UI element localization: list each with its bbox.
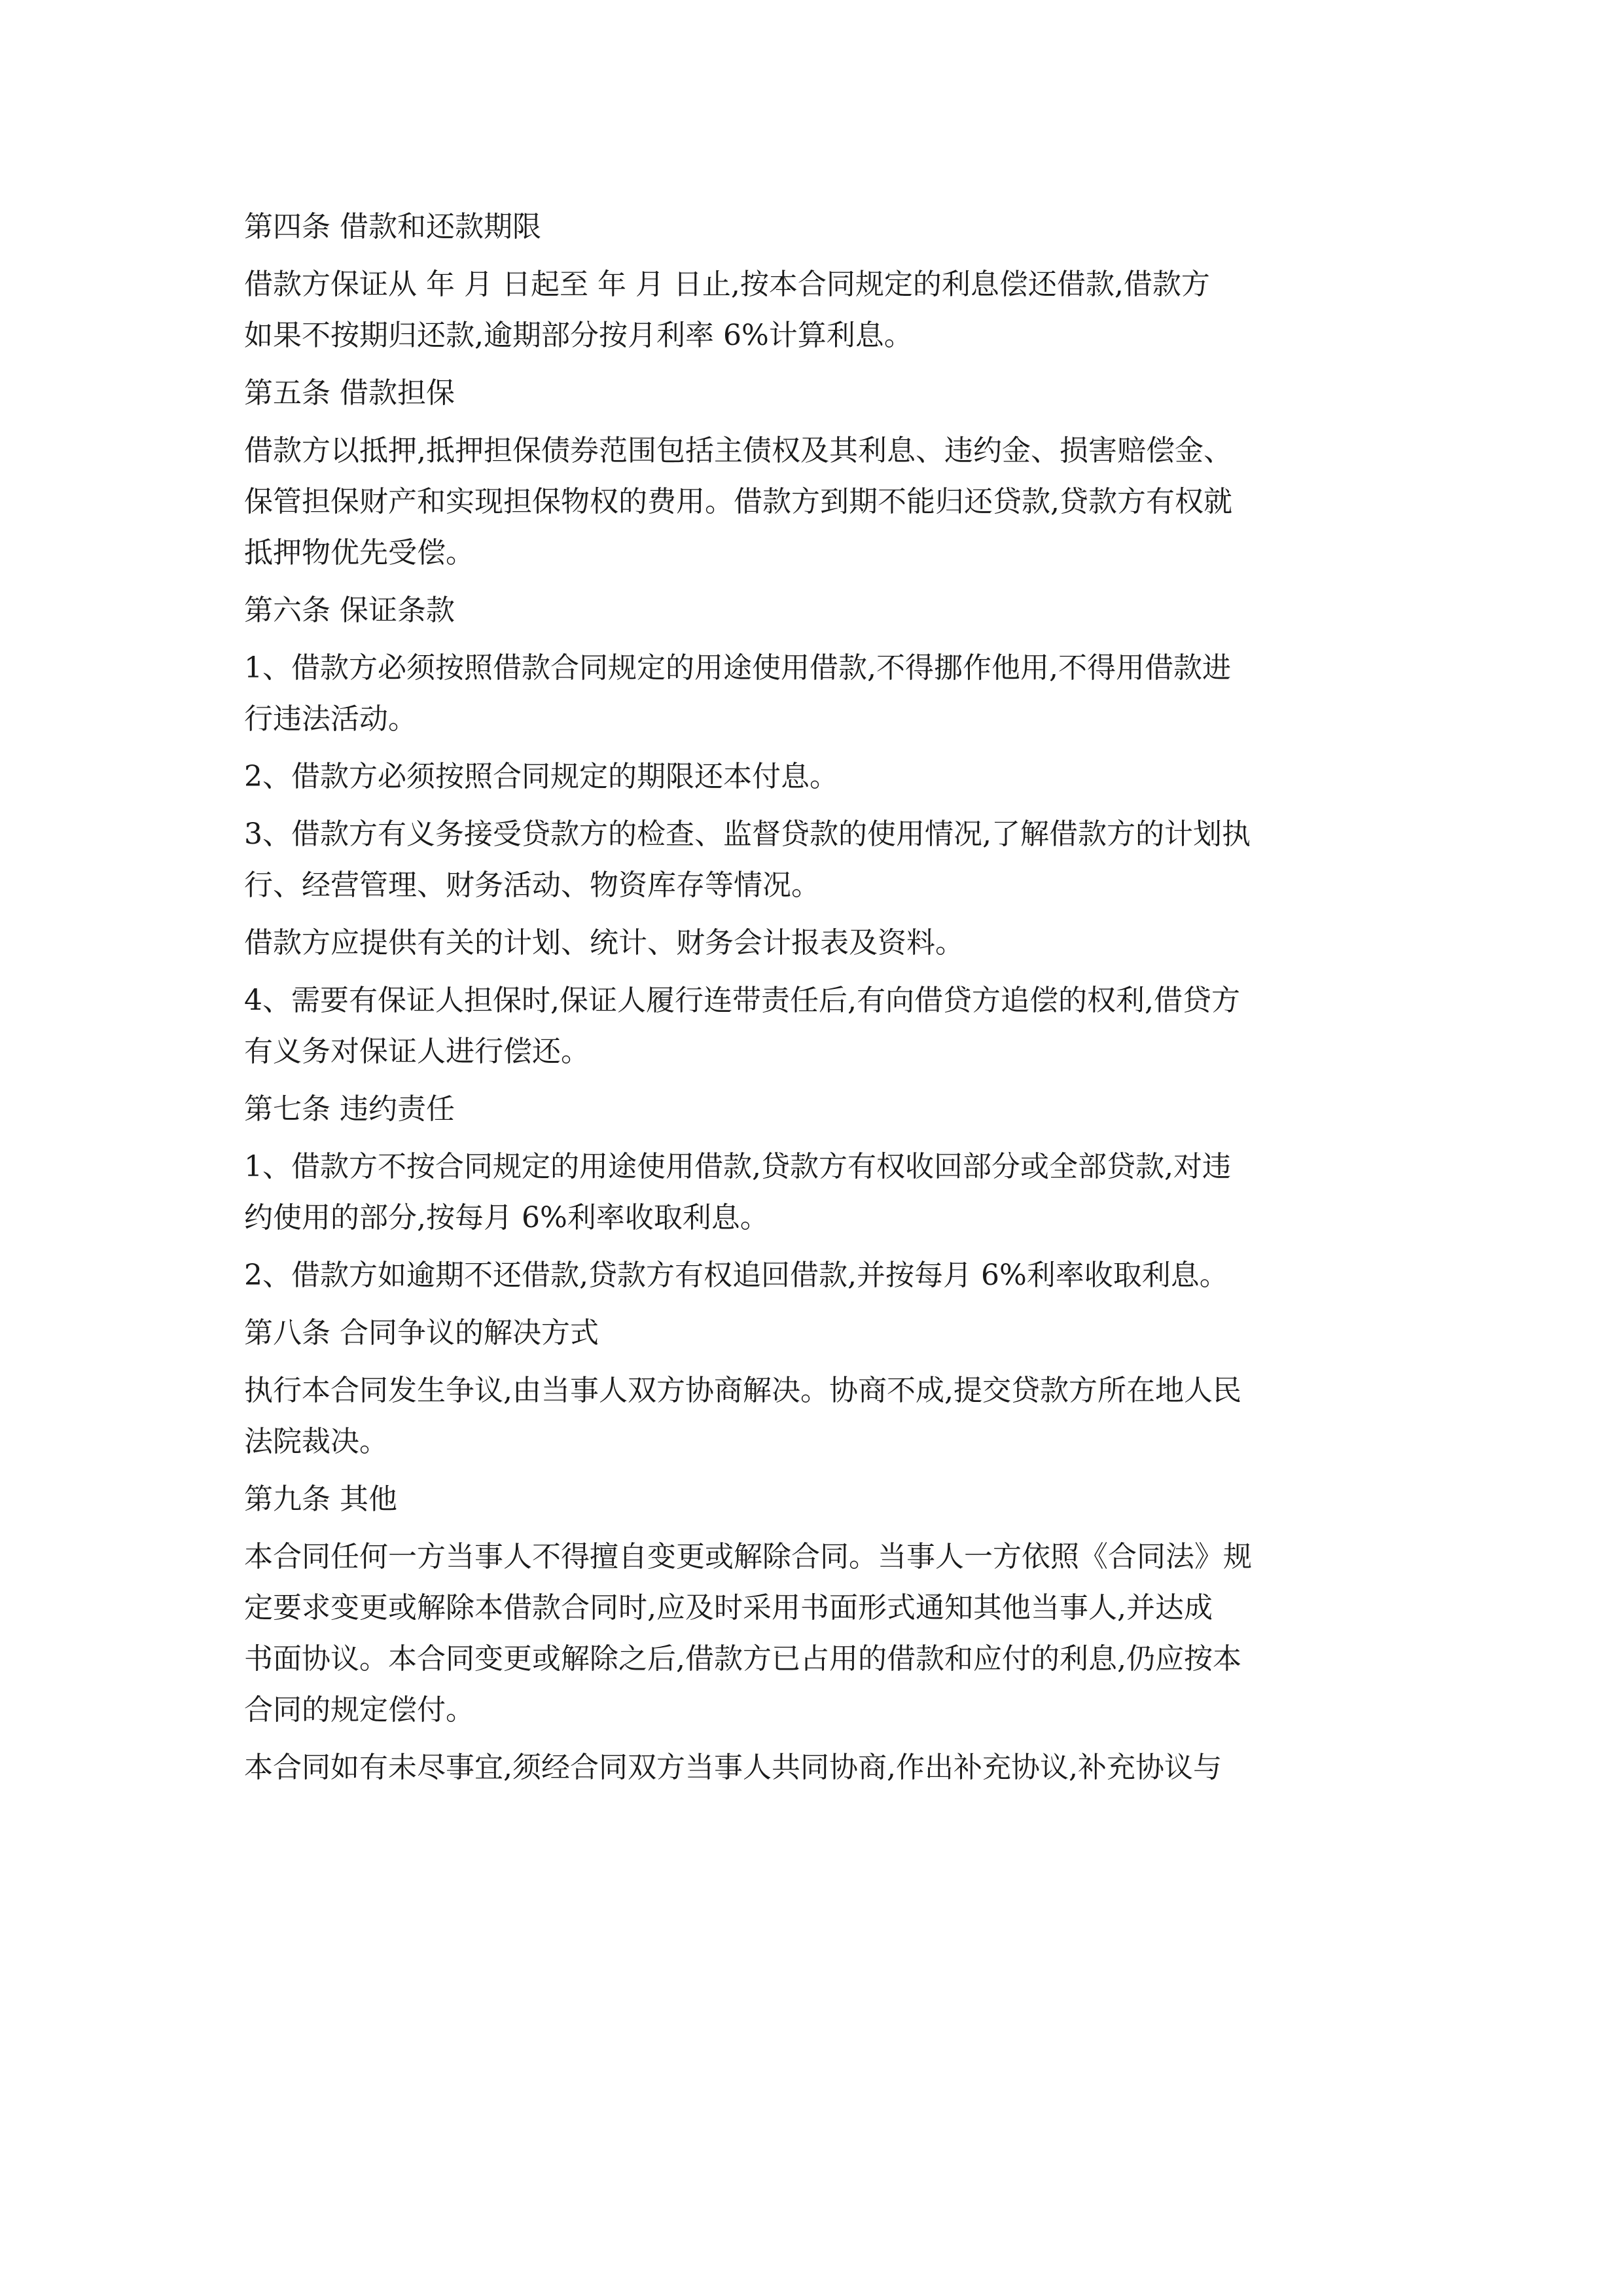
article-5-line: 抵押物优先受偿。	[244, 536, 474, 569]
article-4-line: 借款方保证从 年 月 日起至 年 月 日止,按本合同规定的利息偿还借款,借款方	[244, 268, 1210, 301]
article-9-heading: 第九条 其他	[244, 1482, 397, 1516]
article-9-para-1-line: 本合同任何一方当事人不得擅自变更或解除合同。当事人一方依照《合同法》规	[244, 1540, 1252, 1573]
article-8-line: 法院裁决。	[244, 1425, 388, 1458]
article-6-clause-1-line: 行违法活动。	[244, 702, 417, 736]
article-6-clause-1-line: 1、借款方必须按照借款合同规定的用途使用借款,不得挪作他用,不得用借款进	[244, 651, 1231, 685]
article-5-heading: 第五条 借款担保	[244, 376, 455, 410]
article-6-clause-3-continued	[244, 918, 1383, 969]
article-6-clause-2-line: 2、借款方必须按照合同规定的期限还本付息。	[244, 760, 838, 793]
article-7-clause-1-line: 约使用的部分,按每月 6%利率收取利息。	[244, 1201, 769, 1234]
article-5-line: 保管担保财产和实现担保物权的费用。借款方到期不能归还贷款,贷款方有权就	[244, 485, 1232, 518]
article-5-paragraph	[244, 425, 1383, 579]
article-6-clause-2	[244, 751, 1383, 802]
article-6-heading: 第六条 保证条款	[244, 594, 455, 627]
article-4-line: 如果不按期归还款,逾期部分按月利率 6%计算利息。	[244, 319, 913, 352]
article-9-paragraph-2	[244, 1742, 1383, 1793]
article-7-clause-1	[244, 1141, 1383, 1244]
article-9-para-1-line: 定要求变更或解除本借款合同时,应及时采用书面形式通知其他当事人,并达成	[244, 1591, 1213, 1624]
article-9-paragraph-1	[244, 1532, 1383, 1736]
article-5-line: 借款方以抵押,抵押担保债券范围包括主债权及其利息、违约金、损害赔偿金、	[244, 434, 1232, 467]
article-4-heading: 第四条 借款和还款期限	[244, 210, 541, 243]
article-8-heading: 第八条 合同争议的解决方式	[244, 1316, 599, 1350]
article-6-clause-3-line: 3、借款方有义务接受贷款方的检查、监督贷款的使用情况,了解借款方的计划执	[244, 817, 1251, 851]
article-4-paragraph	[244, 259, 1383, 361]
article-6-clause-4	[244, 975, 1383, 1077]
article-6-clause-1	[244, 643, 1383, 745]
article-6-clause-4-line: 有义务对保证人进行偿还。	[244, 1035, 590, 1068]
article-7-clause-2-line: 2、借款方如逾期不还借款,贷款方有权追回借款,并按每月 6%利率收取利息。	[244, 1259, 1228, 1292]
article-7-clause-1-line: 1、借款方不按合同规定的用途使用借款,贷款方有权收回部分或全部贷款,对违	[244, 1150, 1231, 1183]
article-6-clause-3	[244, 809, 1383, 911]
article-6-clause-4-line: 4、需要有保证人担保时,保证人履行连带责任后,有向借贷方追偿的权利,借贷方	[244, 984, 1240, 1017]
article-9-para-1-line: 书面协议。本合同变更或解除之后,借款方已占用的借款和应付的利息,仍应按本	[244, 1642, 1241, 1676]
article-7-heading: 第七条 违约责任	[244, 1092, 455, 1126]
article-6-clause-3b-line: 借款方应提供有关的计划、统计、财务会计报表及资料。	[244, 926, 964, 960]
article-9-para-2-line: 本合同如有未尽事宜,须经合同双方当事人共同协商,作出补充协议,补充协议与	[244, 1751, 1222, 1784]
article-7-clause-2	[244, 1250, 1383, 1301]
article-8-line: 执行本合同发生争议,由当事人双方协商解决。协商不成,提交贷款方所在地人民	[244, 1374, 1241, 1407]
article-8-paragraph	[244, 1365, 1383, 1467]
article-6-clause-3-line: 行、经营管理、财务活动、物资库存等情况。	[244, 869, 820, 902]
document-body	[244, 202, 1383, 1793]
article-9-para-1-line: 合同的规定偿付。	[244, 1693, 474, 1727]
